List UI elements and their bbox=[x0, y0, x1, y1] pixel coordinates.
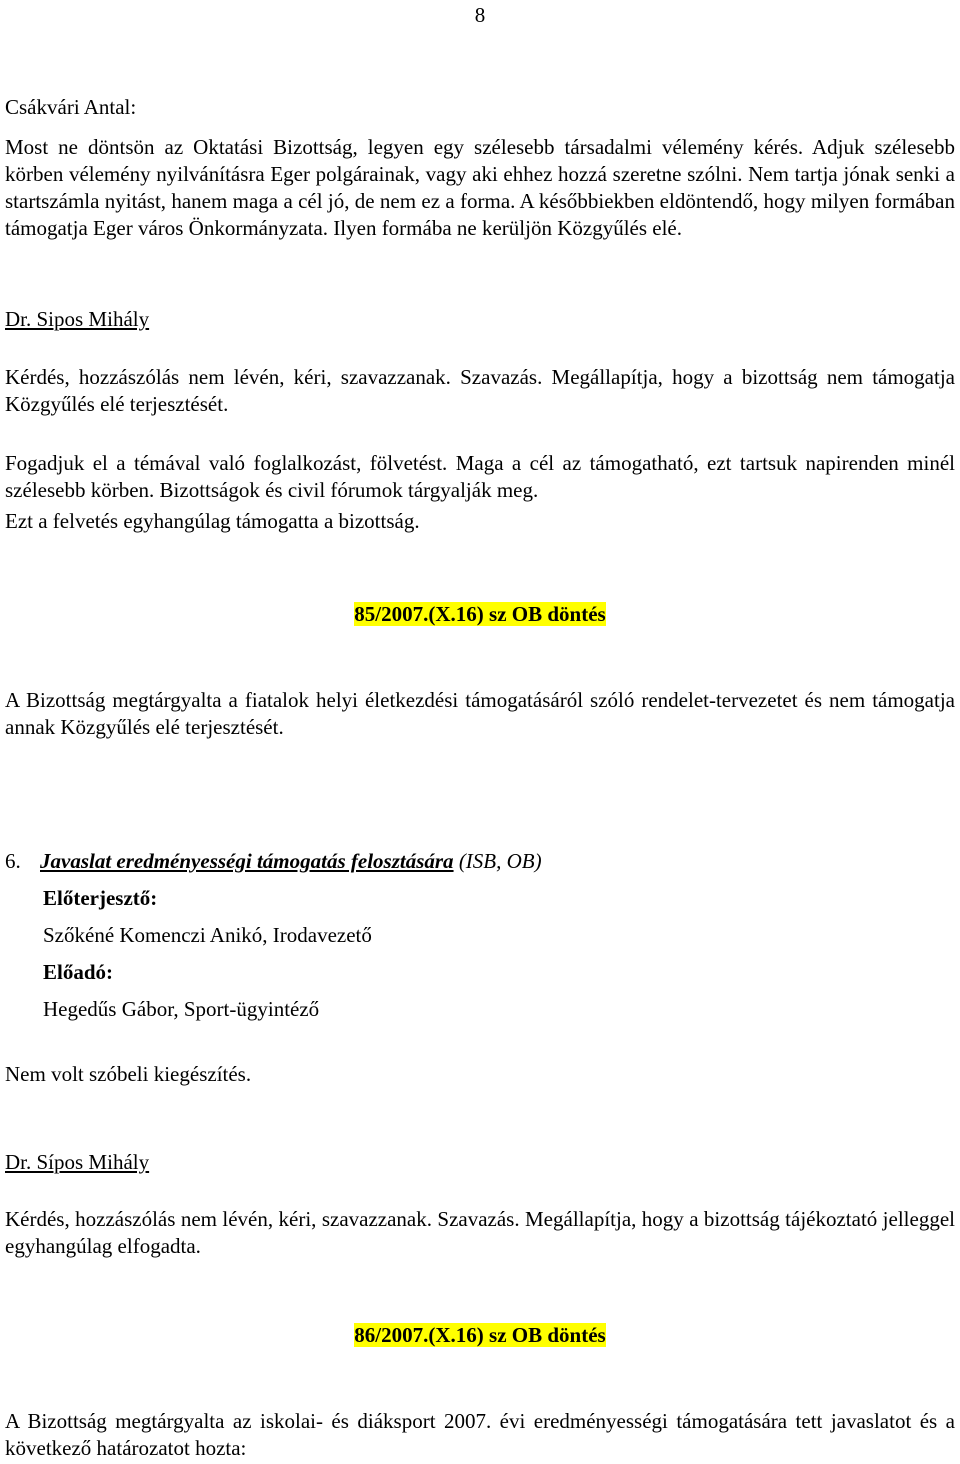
decision-text: A Bizottság megtárgyalta a fiatalok helyi életkezdési támogatásáról szóló rendelet-tervezetet és nem támogatja annak Közgyűlés elé terjesztését. bbox=[5, 688, 955, 739]
speaker-name: Csákvári Antal: bbox=[5, 95, 137, 119]
paragraph-vote: Kérdés, hozzászólás nem lévén, kéri, szavazzanak. Szavazás. Megállapítja, hogy a bizottság nem támogatja Közgyűlés elé terjesztését. bbox=[5, 365, 955, 416]
paragraph-vote: Kérdés, hozzászólás nem lévén, kéri, szavazzanak. Szavazás. Megállapítja, hogy a bizottság tájékoztató jelleggel egyhangúlag elfogadta. bbox=[5, 1207, 955, 1258]
agenda-item bbox=[5, 848, 955, 875]
decision-title: 85/2007.(X.16) sz OB döntés bbox=[354, 602, 606, 626]
decision-text: A Bizottság megtárgyalta az iskolai- és diáksport 2007. évi eredményességi támogatására tett javaslatot és a következő határozatot hozta: bbox=[5, 1409, 955, 1460]
agenda-item-number: 6. bbox=[5, 849, 21, 873]
speaker-detail: Hegedűs Gábor, Sport-ügyintéző bbox=[43, 997, 320, 1021]
agenda-item-title: Javaslat eredményességi támogatás felosztására bbox=[40, 849, 454, 873]
paragraph-proposal: Fogadjuk el a témával való foglalkozást, fölvetést. Maga a cél az támogatható, ezt tartsuk napirenden minél szélesebb körben. Bizottságok és civil fórumok tárgyalják meg. bbox=[5, 451, 955, 502]
presenter-label: Előterjesztő: bbox=[43, 886, 158, 910]
presenter-name: Szőkéné Komenczi Anikó, Irodavezető bbox=[43, 923, 372, 947]
speaker-name: Dr. Sipos Mihály bbox=[5, 307, 150, 331]
paragraph-support: Ezt a felvetés egyhangúlag támogatta a bizottság. bbox=[5, 509, 420, 533]
paragraph-no-supplement: Nem volt szóbeli kiegészítés. bbox=[5, 1062, 252, 1086]
decision-title: 86/2007.(X.16) sz OB döntés bbox=[354, 1323, 606, 1347]
paragraph-speech: Most ne döntsön az Oktatási Bizottság, legyen egy szélesebb társadalmi vélemény kérés. Adjuk szélesebb körben vélemény nyilvánításra Eger polgárainak, vagy aki ehhez hozzá szeretne szólni. Nem tartja jónak senki a startszámla nyitást, hanem maga a cél jó, de nem ez a forma. A későbbiekben eldöntendő, hogy milyen formában támogatja Eger város Önkormányzata. Ilyen formába ne kerüljön Közgyűlés elé. bbox=[5, 135, 955, 240]
agenda-item-committees: (ISB, OB) bbox=[453, 849, 542, 873]
speaker-name: Dr. Sípos Mihály bbox=[5, 1150, 150, 1174]
speaker-label: Előadó: bbox=[43, 960, 114, 984]
page-number: 8 bbox=[474, 3, 486, 27]
